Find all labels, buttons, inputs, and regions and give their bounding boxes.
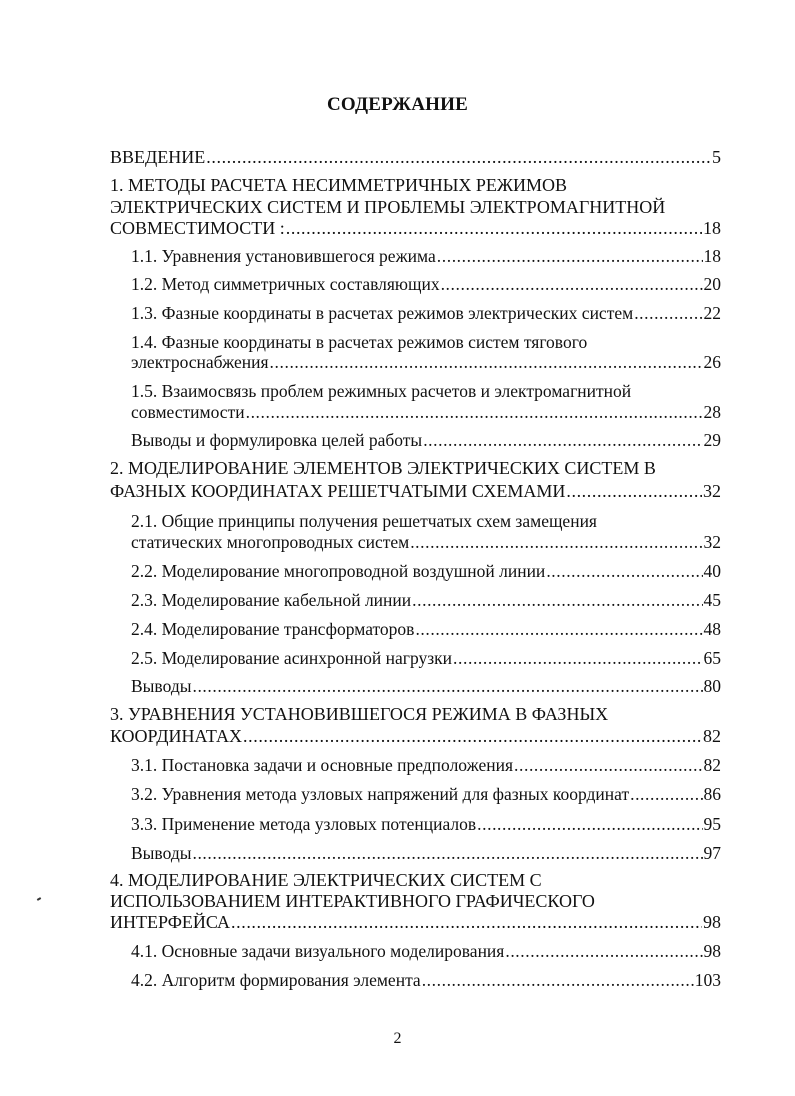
toc-page-number: 32	[703, 532, 721, 552]
toc-section-3-conclusions[interactable]	[131, 842, 721, 864]
toc-page-number: 98	[703, 941, 721, 961]
toc-section-2-conclusions[interactable]	[131, 675, 721, 697]
toc-entry-text: КООРДИНАТАХ	[110, 726, 243, 746]
toc-section-3-2[interactable]	[131, 783, 721, 805]
toc-page-number: 95	[703, 814, 721, 834]
toc-section-1-1[interactable]	[131, 245, 721, 267]
toc-section-1-5-line-1[interactable]: 1.5. Взаимосвязь проблем режимных расчетов и электромагнитной	[131, 381, 632, 401]
toc-entry-text: электроснабжения	[131, 352, 269, 372]
toc-entry-text: 1.2. Метод симметричных составляющих	[131, 274, 440, 294]
toc-section-1-3[interactable]	[131, 302, 721, 324]
toc-chapter-4-line-1[interactable]: 4. МОДЕЛИРОВАНИЕ ЭЛЕКТРИЧЕСКИХ СИСТЕМ С	[110, 870, 542, 890]
toc-entry-text: 2.5. Моделирование асинхронной нагрузки	[131, 648, 453, 668]
dot-leader	[422, 969, 694, 991]
toc-section-3-3[interactable]	[131, 813, 721, 835]
dot-leader	[477, 813, 702, 835]
dot-leader	[630, 783, 702, 805]
toc-entry-introduction[interactable]	[110, 146, 721, 168]
toc-entry-text: Выводы и формулировка целей работы	[131, 430, 423, 450]
toc-page-number: 97	[703, 843, 721, 863]
toc-page-number: 86	[703, 784, 721, 804]
toc-section-2-3[interactable]	[131, 589, 721, 611]
toc-entry-text: 4.2. Алгоритм формирования элемента	[131, 970, 421, 990]
toc-chapter-2-line-1[interactable]: 2. МОДЕЛИРОВАНИЕ ЭЛЕМЕНТОВ ЭЛЕКТРИЧЕСКИХ СИСТЕМ В	[110, 458, 656, 478]
toc-section-2-1-line-1[interactable]: 2.1. Общие принципы получения решетчатых схем замещения	[131, 511, 597, 531]
dot-leader	[634, 302, 702, 324]
toc-section-2-1[interactable]	[131, 531, 721, 553]
toc-chapter-3[interactable]	[110, 725, 721, 747]
dot-leader	[441, 273, 703, 295]
dot-leader	[514, 754, 702, 776]
toc-section-4-1[interactable]	[131, 940, 721, 962]
page-number: 2	[393, 1030, 402, 1047]
dot-leader	[546, 560, 702, 582]
toc-chapter-1-line-1[interactable]: 1. МЕТОДЫ РАСЧЕТА НЕСИММЕТРИЧНЫХ РЕЖИМОВ	[110, 175, 568, 195]
dot-leader	[243, 725, 702, 747]
toc-page-number: 65	[703, 648, 721, 668]
toc-entry-text: 3.3. Применение метода узловых потенциалов	[131, 814, 477, 834]
toc-section-1-2[interactable]	[131, 273, 721, 295]
toc-page-number: 82	[703, 726, 721, 746]
dot-leader	[192, 842, 702, 864]
toc-entry-text: 4.1. Основные задачи визуального моделирования	[131, 941, 505, 961]
toc-entry-text: ВВЕДЕНИЕ	[110, 147, 206, 167]
toc-page-number: 82	[703, 755, 721, 775]
toc-chapter-4[interactable]	[110, 911, 721, 933]
toc-entry-text: статических многопроводных систем	[131, 532, 410, 552]
toc-page-number: 22	[703, 303, 721, 323]
toc-section-2-4[interactable]	[131, 618, 721, 640]
toc-chapter-1[interactable]	[110, 217, 721, 239]
toc-entry-text: Выводы	[131, 676, 192, 696]
dot-leader	[206, 146, 711, 168]
dot-leader	[246, 401, 703, 423]
toc-entry-text: 3.2. Уравнения метода узловых напряжений для фазных координат	[131, 784, 630, 804]
toc-section-1-conclusions[interactable]	[131, 429, 721, 451]
dot-leader	[505, 940, 702, 962]
toc-entry-text: 1.3. Фазные координаты в расчетах режимов электрических систем	[131, 303, 634, 323]
toc-entry-text: СОВМЕСТИМОСТИ :	[110, 218, 285, 238]
dot-leader	[453, 647, 702, 669]
toc-page-number: 29	[703, 430, 721, 450]
toc-page-number: 20	[703, 274, 721, 294]
dot-leader	[437, 245, 703, 267]
toc-section-4-2[interactable]	[131, 969, 721, 991]
toc-entry-text: Выводы	[131, 843, 192, 863]
dot-leader	[231, 911, 702, 933]
toc-page-number: 18	[703, 218, 721, 238]
toc-chapter-3-line-1[interactable]: 3. УРАВНЕНИЯ УСТАНОВИВШЕГОСЯ РЕЖИМА В ФАЗНЫХ	[110, 704, 609, 724]
toc-entry-text: 3.1. Постановка задачи и основные предположения	[131, 755, 514, 775]
toc-page-number: 18	[703, 246, 721, 266]
toc-chapter-2[interactable]	[110, 480, 721, 502]
toc-entry-text: 2.2. Моделирование многопроводной воздушной линии	[131, 561, 546, 581]
toc-section-1-4-line-1[interactable]: 1.4. Фазные координаты в расчетах режимов систем тягового	[131, 332, 588, 352]
toc-section-2-2[interactable]	[131, 560, 721, 582]
toc-entry-text: совместимости	[131, 402, 245, 422]
dot-leader	[412, 589, 702, 611]
toc-section-3-1[interactable]	[131, 754, 721, 776]
toc-entry-text: 2.3. Моделирование кабельной линии	[131, 590, 412, 610]
dot-leader	[286, 217, 702, 239]
toc-page-number: 48	[703, 619, 721, 639]
dot-leader	[270, 351, 703, 373]
page-title: СОДЕРЖАНИЕ	[327, 94, 468, 115]
toc-page-number: 98	[703, 912, 721, 932]
toc-section-1-4[interactable]	[131, 351, 721, 373]
toc-entry-text: ИНТЕРФЕЙСА	[110, 912, 231, 932]
toc-chapter-1-line-2[interactable]: ЭЛЕКТРИЧЕСКИХ СИСТЕМ И ПРОБЛЕМЫ ЭЛЕКТРОМАГНИТНОЙ	[110, 197, 666, 217]
toc-entry-text: ФАЗНЫХ КООРДИНАТАХ РЕШЕТЧАТЫМИ СХЕМАМИ	[110, 481, 566, 501]
toc-page-number: 5	[712, 147, 721, 167]
toc-section-1-5[interactable]	[131, 401, 721, 423]
toc-page-number: 32	[703, 481, 721, 501]
toc-page-number: 40	[703, 561, 721, 581]
toc-entry-text: 2.4. Моделирование трансформаторов	[131, 619, 415, 639]
toc-page-number: 80	[703, 676, 721, 696]
toc-page-number: 103	[694, 970, 721, 990]
dot-leader	[410, 531, 702, 553]
toc-section-2-5[interactable]	[131, 647, 721, 669]
dot-leader	[566, 480, 702, 502]
toc-chapter-4-line-2[interactable]: ИСПОЛЬЗОВАНИЕМ ИНТЕРАКТИВНОГО ГРАФИЧЕСКОГО	[110, 891, 595, 911]
dot-leader	[192, 675, 702, 697]
toc-page-number: 26	[703, 352, 721, 372]
toc-entry-text: 1.1. Уравнения установившегося режима	[131, 246, 436, 266]
dot-leader	[415, 618, 702, 640]
toc-page-number: 45	[703, 590, 721, 610]
dot-leader	[423, 429, 702, 451]
toc-page-number: 28	[703, 402, 721, 422]
